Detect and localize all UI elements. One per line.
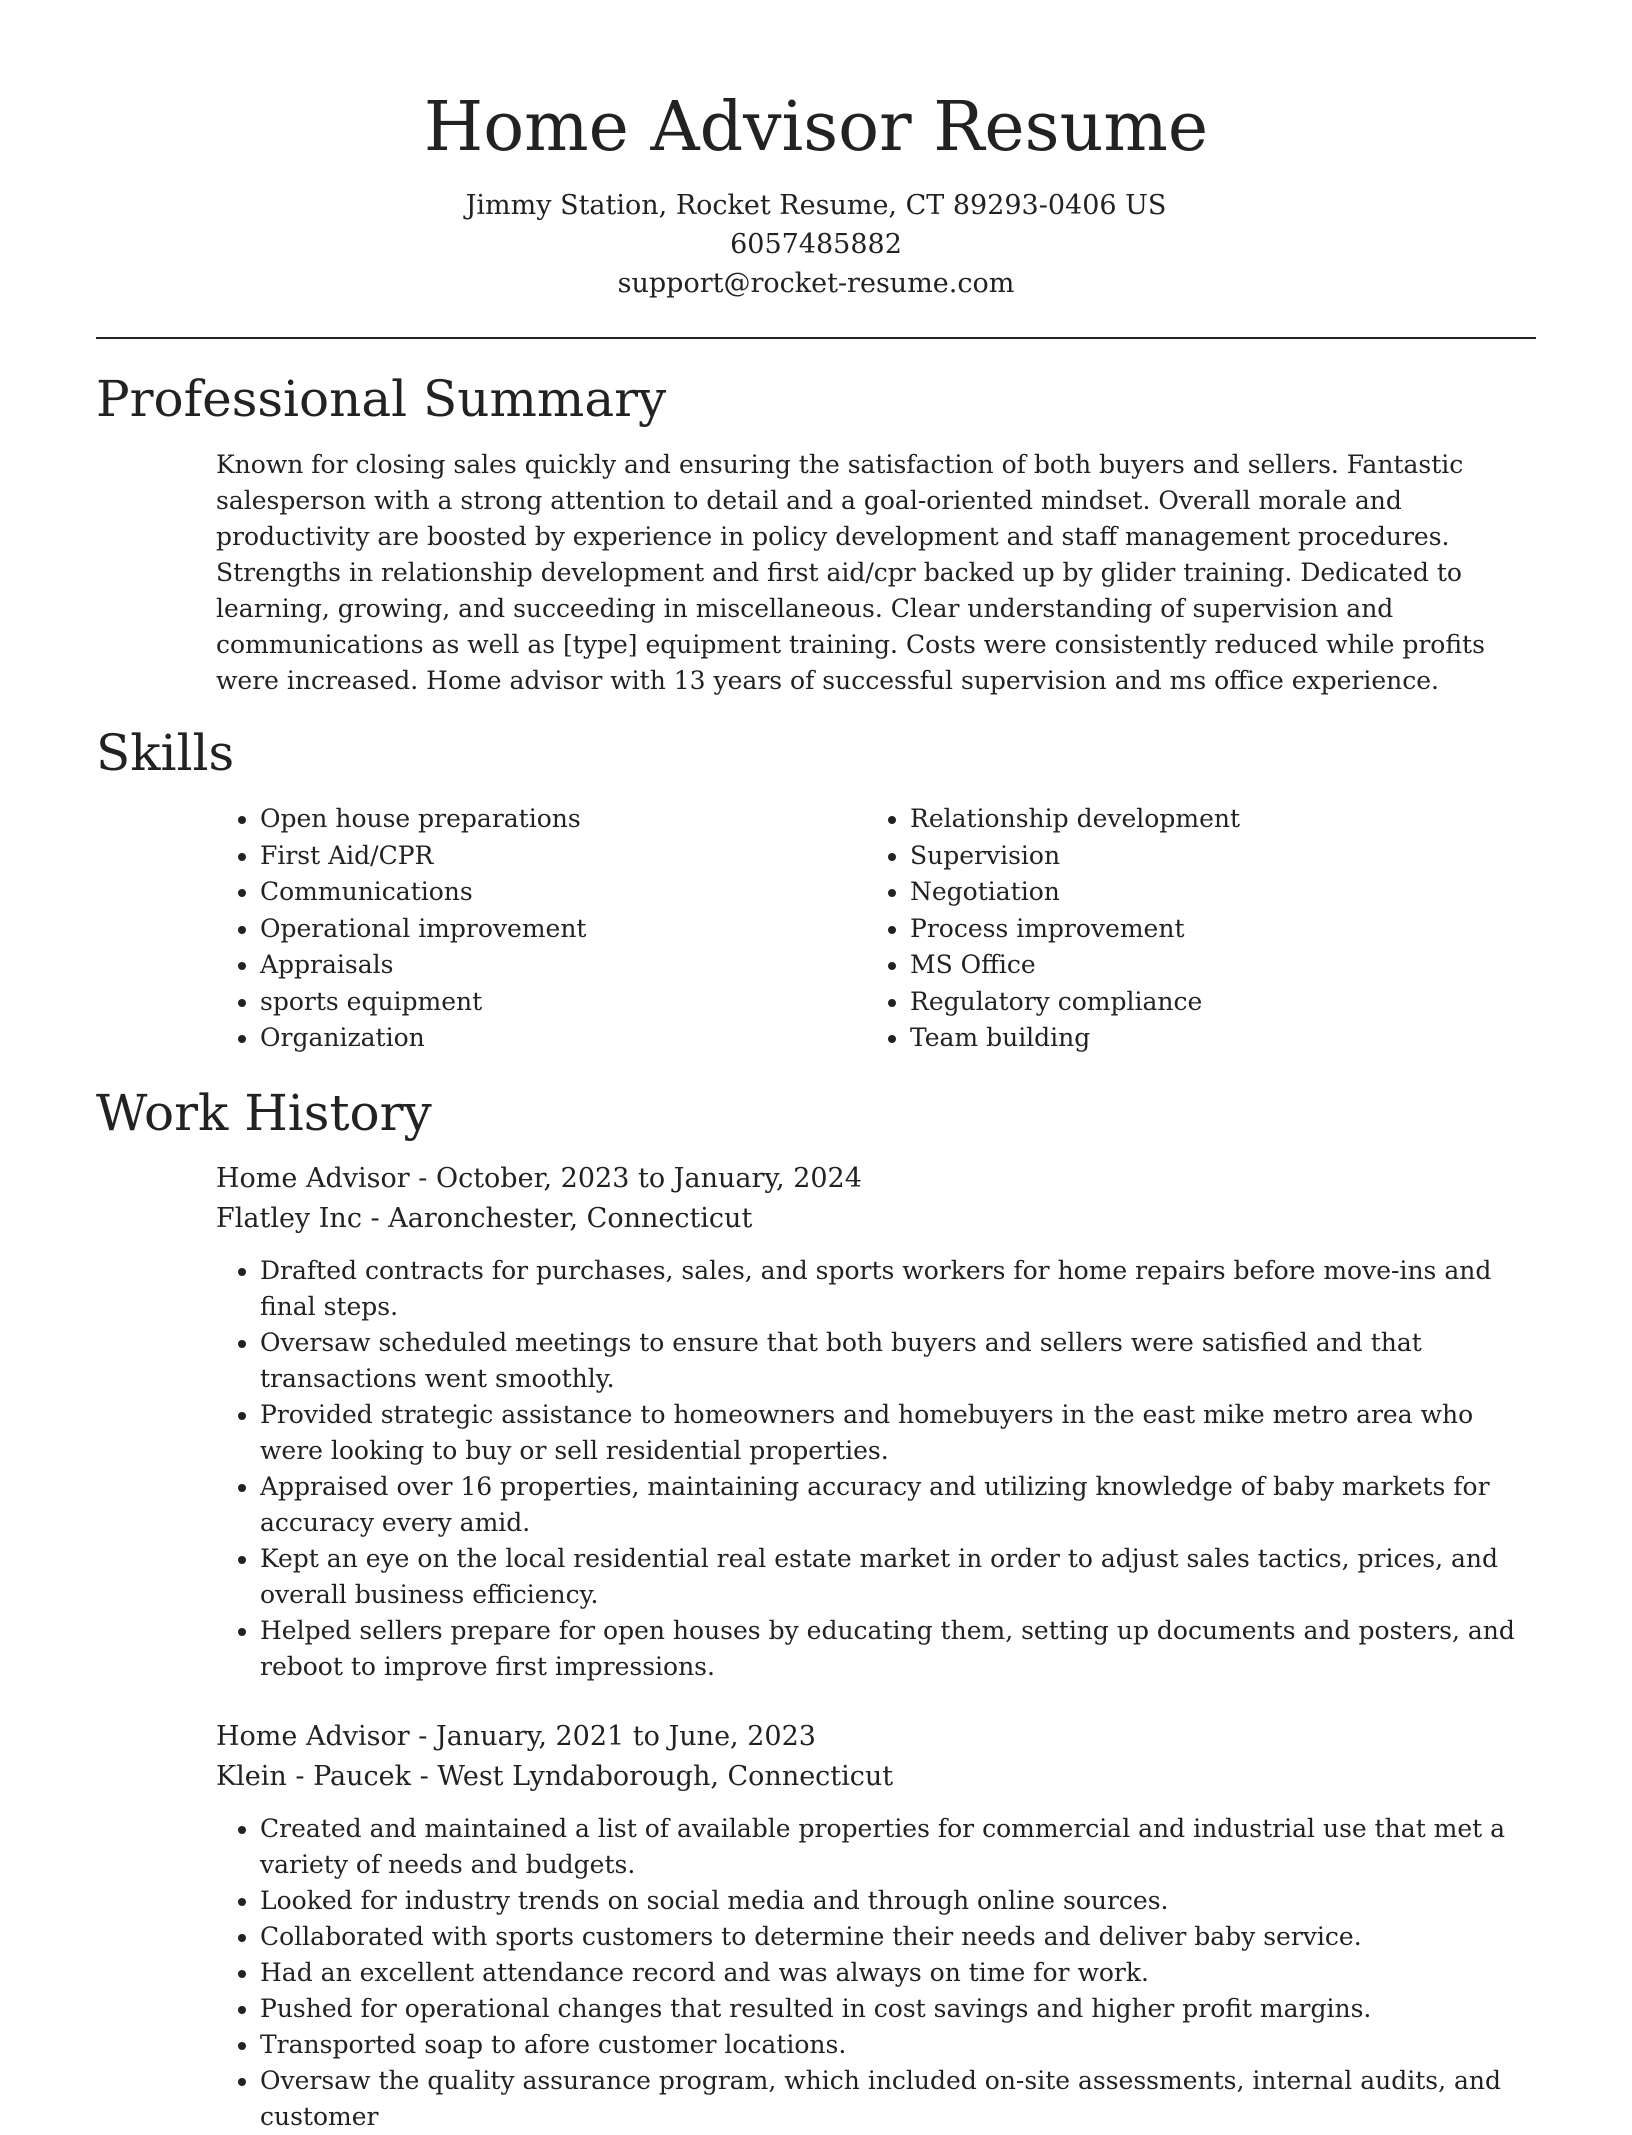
resume-page: [96, 0, 1536, 2135]
skills-column-right: [866, 801, 1516, 1057]
job-entry: [216, 1717, 1536, 2135]
job-bullet: • Provided strategic assistance to homeowners and homebuyers in the east mike metro area who were looking to buy or sell residential properties.: [260, 1397, 1536, 1469]
phone: 6057485882: [730, 229, 902, 260]
skill-item: • Regulatory compliance: [910, 984, 1516, 1021]
job-bullet: • Collaborated with sports customers to determine their needs and deliver baby service.: [260, 1919, 1536, 1955]
skill-item: • Communications: [260, 874, 866, 911]
job-title: Home Advisor - October, 2023 to January, 2024: [216, 1162, 862, 1194]
job-company: Flatley Inc - Aaronchester, Connecticut: [216, 1202, 753, 1234]
job-entry: [216, 1159, 1536, 1685]
work-history-heading: Work History: [96, 1083, 432, 1142]
job-bullet: • Pushed for operational changes that resulted in cost savings and higher profit margins.: [260, 1991, 1536, 2027]
skill-item: • Organization: [260, 1020, 866, 1057]
skill-item: • sports equipment: [260, 984, 866, 1021]
skill-item: • MS Office: [910, 947, 1516, 984]
summary-heading: Professional Summary: [96, 370, 667, 428]
summary-text: Known for closing sales quickly and ensuring the satisfaction of both buyers and sellers. Fantastic salesperson with a strong attention to detail and a goal-oriented mindset. Overall morale and productivity are boosted by experience in policy development and staff management procedures. Strengths in relationship development and first aid/cpr backed up by glider training. Dedicated to learning, growing, and succeeding in miscellaneous. Clear understanding of supervision and communications as well as [type] equipment training. Costs were consistently reduced while profits were increased. Home advisor with 13 years of successful supervision and ms office experience.: [216, 450, 1485, 695]
skills-heading: Skills: [96, 724, 235, 782]
job-bullet: • Kept an eye on the local residential real estate market in order to adjust sales tactics, prices, and overall business efficiency.: [260, 1541, 1536, 1613]
resume-title: Home Advisor Resume: [423, 88, 1209, 167]
job-bullets: [216, 1811, 1536, 2135]
skills-list: [216, 801, 1536, 1057]
header-divider: [96, 337, 1536, 339]
job-bullet: • Transported soap to afore customer locations.: [260, 2027, 1536, 2063]
job-bullet: • Appraised over 16 properties, maintaining accuracy and utilizing knowledge of baby markets for accuracy every amid.: [260, 1469, 1536, 1541]
job-bullet: • Looked for industry trends on social media and through online sources.: [260, 1883, 1536, 1919]
contact-info: [96, 186, 1536, 303]
job-bullet: • Helped sellers prepare for open houses by educating them, setting up documents and posters, and reboot to improve first impressions.: [260, 1613, 1536, 1685]
address: Jimmy Station, Rocket Resume, CT 89293-0406 US: [465, 190, 1167, 221]
job-bullet: • Had an excellent attendance record and was always on time for work.: [260, 1955, 1536, 1991]
skill-item: • Process improvement: [910, 911, 1516, 948]
job-bullets: [216, 1253, 1536, 1685]
skill-item: • Team building: [910, 1020, 1516, 1057]
skill-item: • First Aid/CPR: [260, 838, 866, 875]
skill-item: • Appraisals: [260, 947, 866, 984]
job-bullet: • Oversaw scheduled meetings to ensure that both buyers and sellers were satisfied and that transactions went smoothly.: [260, 1325, 1536, 1397]
job-bullet: • Oversaw the quality assurance program, which included on-site assessments, internal audits, and customer: [260, 2063, 1536, 2135]
skill-item: • Supervision: [910, 838, 1516, 875]
skills-column-left: [216, 801, 866, 1057]
skill-item: • Open house preparations: [260, 801, 866, 838]
job-title: Home Advisor - January, 2021 to June, 2023: [216, 1720, 816, 1752]
skill-item: • Operational improvement: [260, 911, 866, 948]
skill-item: • Negotiation: [910, 874, 1516, 911]
job-bullet: • Drafted contracts for purchases, sales, and sports workers for home repairs before move-ins and final steps.: [260, 1253, 1536, 1325]
job-bullet: • Created and maintained a list of available properties for commercial and industrial use that met a variety of needs and budgets.: [260, 1811, 1536, 1883]
job-company: Klein - Paucek - West Lyndaborough, Connecticut: [216, 1760, 894, 1792]
email: support@rocket-resume.com: [617, 268, 1015, 299]
skill-item: • Relationship development: [910, 801, 1516, 838]
